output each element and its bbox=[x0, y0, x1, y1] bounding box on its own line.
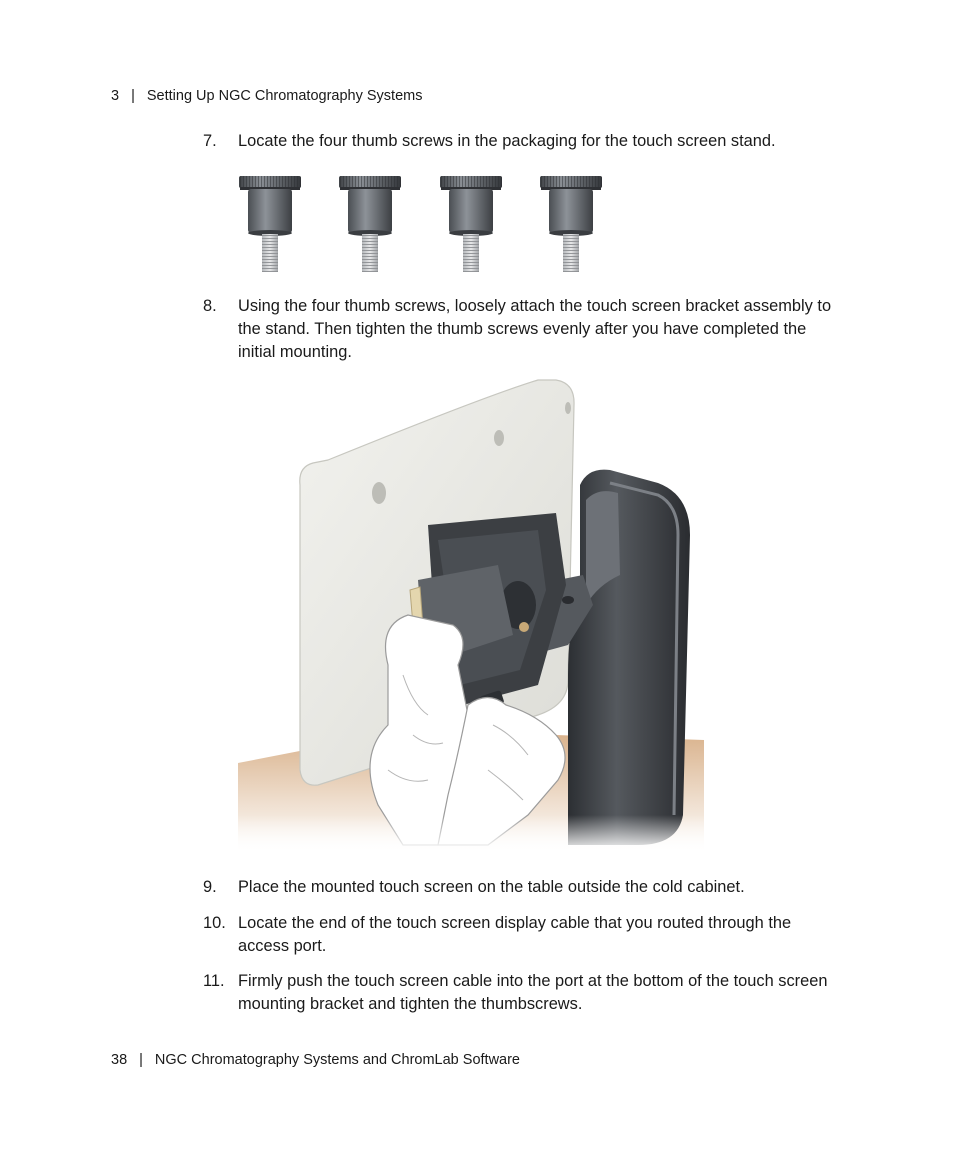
step-11 bbox=[203, 970, 843, 1016]
step-text: Locate the four thumb screws in the packaging for the touch screen stand. bbox=[238, 132, 776, 150]
step-text: Place the mounted touch screen on the table outside the cold cabinet. bbox=[238, 878, 745, 896]
footer-separator: | bbox=[139, 1052, 143, 1068]
step-text: Firmly push the touch screen cable into the port at the bottom of the touch screen mounting bracket and tighten the thumbscrews. bbox=[238, 972, 828, 1013]
book-title: NGC Chromatography Systems and ChromLab Software bbox=[154, 1052, 520, 1068]
thumb-screw bbox=[540, 176, 602, 272]
chapter-title: Setting Up NGC Chromatography Systems bbox=[146, 88, 423, 104]
step-number: 9. bbox=[203, 878, 217, 896]
mount-hole bbox=[565, 402, 571, 414]
chapter-number: 3 bbox=[111, 88, 120, 104]
header-separator: | bbox=[131, 88, 135, 104]
running-header bbox=[111, 88, 422, 104]
step-8 bbox=[203, 295, 843, 364]
thumb-screw bbox=[440, 176, 502, 272]
step-number: 11. bbox=[203, 972, 225, 990]
step-number: 7. bbox=[203, 132, 217, 150]
step-7 bbox=[203, 130, 843, 153]
step-text: Using the four thumb screws, loosely attach the touch screen bracket assembly to the stand. Then tighten the thumb screws evenly after you have completed the initial mounting. bbox=[238, 297, 832, 361]
mount-hole bbox=[372, 482, 386, 504]
step-number: 10. bbox=[203, 914, 226, 932]
step-text: Locate the end of the touch screen display cable that you routed through the access port. bbox=[238, 914, 792, 955]
thumb-screw bbox=[239, 176, 301, 272]
mount-hole bbox=[494, 430, 504, 446]
step-10 bbox=[203, 912, 843, 958]
step-9 bbox=[203, 876, 843, 899]
bracket-mounting-illustration bbox=[238, 375, 704, 853]
step-number: 8. bbox=[203, 297, 217, 315]
thumb-screws-illustration bbox=[230, 168, 610, 276]
thumb-screw bbox=[339, 176, 401, 272]
page-number: 38 bbox=[111, 1052, 128, 1068]
running-footer bbox=[111, 1052, 520, 1068]
